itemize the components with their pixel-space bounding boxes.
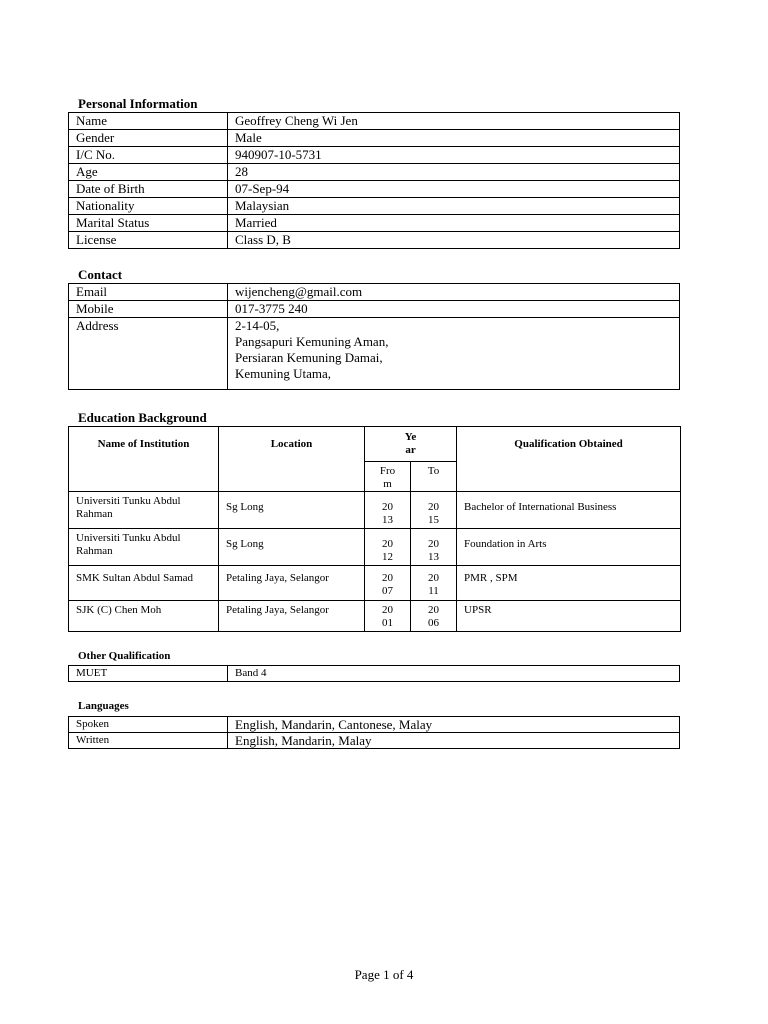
other-qualification-title: Other Qualification — [78, 650, 171, 662]
address-line: Kemuning Utama, — [235, 366, 332, 381]
institution-cell: SMK Sultan Abdul Samad — [69, 566, 219, 601]
header-location: Location — [219, 427, 365, 492]
address-line: 2-14-05, — [235, 318, 280, 333]
row-value: Male — [228, 130, 680, 147]
row-value: 940907-10-5731 — [228, 147, 680, 164]
row-label: Age — [69, 164, 228, 181]
languages-title: Languages — [78, 700, 129, 712]
address-line: Pangsapuri Kemuning Aman, — [235, 334, 389, 349]
to-cell: 20 11 — [411, 566, 457, 601]
institution-cell: Universiti Tunku Abdul Rahman — [69, 529, 219, 566]
education-table — [68, 426, 681, 632]
row-value: 28 — [228, 164, 680, 181]
other-qualification-table — [68, 665, 680, 682]
table-row — [69, 666, 680, 682]
row-value: Malaysian — [228, 198, 680, 215]
qualification-cell: Foundation in Arts — [457, 529, 681, 566]
from-cell: 20 13 — [365, 492, 411, 529]
table-row — [69, 733, 680, 749]
email-label: Email — [69, 284, 228, 301]
page-number: Page 1 of 4 — [354, 967, 414, 982]
table-row — [69, 198, 680, 215]
from-cell: 20 12 — [365, 529, 411, 566]
header-institution: Name of Institution — [69, 427, 219, 492]
languages-table — [68, 716, 680, 749]
row-label: Nationality — [69, 198, 228, 215]
address-value — [228, 318, 680, 390]
table-row — [69, 113, 680, 130]
address-line: Persiaran Kemuning Damai, — [235, 350, 383, 365]
row-label: I/C No. — [69, 147, 228, 164]
spoken-label: Spoken — [69, 717, 228, 733]
row-label: License — [69, 232, 228, 249]
institution-cell: Universiti Tunku Abdul Rahman — [69, 492, 219, 529]
header-to: To — [411, 462, 457, 492]
mobile-label: Mobile — [69, 301, 228, 318]
row-label: Name — [69, 113, 228, 130]
to-cell: 20 15 — [411, 492, 457, 529]
written-label: Written — [69, 733, 228, 749]
qualification-cell: PMR , SPM — [457, 566, 681, 601]
to-cell: 20 13 — [411, 529, 457, 566]
table-row — [69, 232, 680, 249]
institution-cell: SJK (C) Chen Moh — [69, 601, 219, 632]
mobile-value: 017-3775 240 — [228, 301, 680, 318]
table-row — [69, 318, 680, 390]
table-row — [69, 601, 681, 632]
row-label: Gender — [69, 130, 228, 147]
row-value: Geoffrey Cheng Wi Jen — [228, 113, 680, 130]
contact-title: Contact — [78, 267, 123, 282]
location-cell: Petaling Jaya, Selangor — [219, 601, 365, 632]
table-row — [69, 147, 680, 164]
table-row — [69, 215, 680, 232]
row-label: Marital Status — [69, 215, 228, 232]
header-from: Fro m — [365, 462, 411, 492]
table-header-row — [69, 427, 681, 462]
personal-info-table — [68, 112, 680, 249]
personal-info-title: Personal Information — [78, 96, 198, 111]
location-cell: Sg Long — [219, 529, 365, 566]
spoken-value: English, Mandarin, Cantonese, Malay — [228, 717, 680, 733]
contact-table — [68, 283, 680, 390]
row-value: Married — [228, 215, 680, 232]
table-row — [69, 284, 680, 301]
table-row — [69, 492, 681, 529]
email-value: wijencheng@gmail.com — [228, 284, 680, 301]
row-label: Date of Birth — [69, 181, 228, 198]
row-label: MUET — [69, 666, 228, 682]
location-cell: Sg Long — [219, 492, 365, 529]
qualification-cell: Bachelor of International Business — [457, 492, 681, 529]
table-row — [69, 529, 681, 566]
table-row — [69, 164, 680, 181]
header-year: Ye ar — [365, 427, 457, 462]
to-cell: 20 06 — [411, 601, 457, 632]
row-value: Class D, B — [228, 232, 680, 249]
from-cell: 20 07 — [365, 566, 411, 601]
education-title: Education Background — [78, 410, 207, 425]
table-row — [69, 301, 680, 318]
location-cell: Petaling Jaya, Selangor — [219, 566, 365, 601]
table-row — [69, 181, 680, 198]
header-qualification: Qualification Obtained — [457, 427, 681, 492]
from-cell: 20 01 — [365, 601, 411, 632]
table-row — [69, 130, 680, 147]
qualification-cell: UPSR — [457, 601, 681, 632]
address-label: Address — [69, 318, 228, 390]
written-value: English, Mandarin, Malay — [228, 733, 680, 749]
row-value: 07-Sep-94 — [228, 181, 680, 198]
table-row — [69, 717, 680, 733]
row-value: Band 4 — [228, 666, 680, 682]
table-row — [69, 566, 681, 601]
